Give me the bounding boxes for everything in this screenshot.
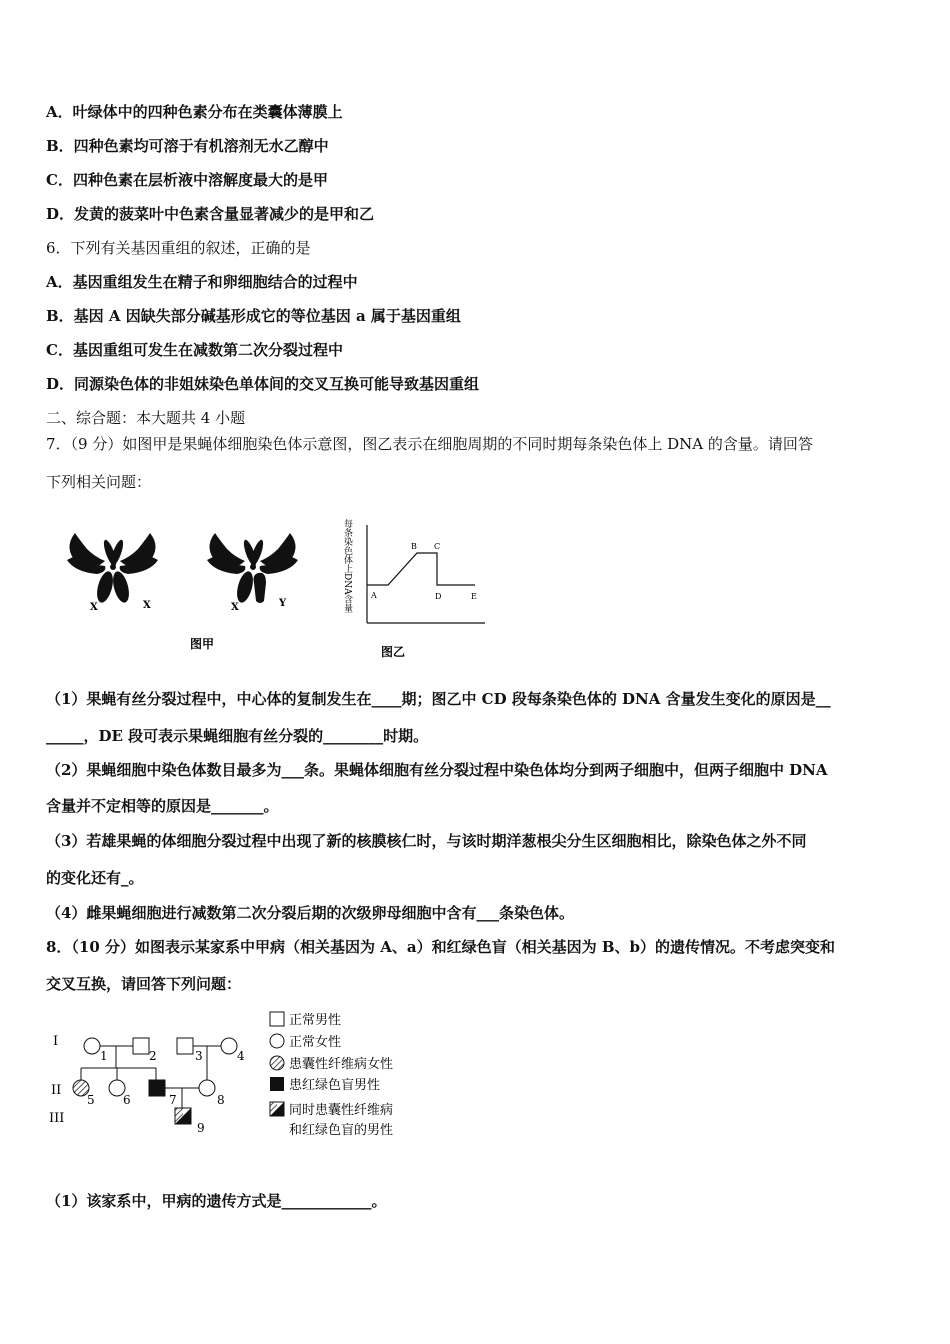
q8-stem-line1: 8．（10 分）如图表示某家系中甲病（相关基因为 A、a）和红绿色盲（相关基因为 B、b）的遗传情况。不考虑突变和 <box>46 938 836 956</box>
id-label: 3 <box>195 1049 203 1063</box>
legend-item: 正常女性 <box>289 1035 342 1050</box>
id-label: 2 <box>149 1049 157 1063</box>
legend-item: 同时患囊性纤维病 <box>289 1103 394 1118</box>
q7-sub1-line1: （1）果蝇有丝分裂过程中，中心体的复制发生在____期；图乙中 CD 段每条染色体的 DNA 含量发生变化的原因是__ <box>46 690 831 708</box>
point-label: E <box>471 592 477 601</box>
individual-3 <box>177 1038 193 1054</box>
individual-8 <box>199 1080 215 1096</box>
q7-sub3-line2: 的变化还有_。 <box>46 869 144 887</box>
q8-sub1: （1）该家系中，甲病的遗传方式是____________。 <box>46 1192 387 1210</box>
q7-sub2-line1: （2）果蝇细胞中染色体数目最多为___条。果蝇体细胞有丝分裂过程中染色体均分到两子细胞中，但两子细胞中 DNA <box>46 761 828 779</box>
legend-item: 正常男性 <box>289 1013 342 1028</box>
q7-sub1-line2: _____，DE 段可表示果蝇细胞有丝分裂的________时期。 <box>46 727 429 745</box>
id-label: 7 <box>169 1093 177 1107</box>
legend-affected-female-icon <box>270 1056 284 1070</box>
x-chromosome <box>110 570 132 605</box>
individual-9-hatch <box>175 1108 183 1124</box>
q7-sub4: （4）雌果蝇细胞进行减数第二次分裂后期的次级卵母细胞中含有___条染色体。 <box>46 904 574 922</box>
chromosome-iv <box>110 564 116 570</box>
y-chromosome <box>254 573 267 603</box>
q5-option-a: A．叶绿体中的四种色素分布在类囊体薄膜上 <box>46 103 343 121</box>
id-label: 5 <box>87 1093 95 1107</box>
id-label: 9 <box>197 1121 205 1135</box>
x-chromosome <box>94 570 116 605</box>
dna-curve <box>367 553 475 585</box>
q5-option-d: D．发黄的菠菜叶中色素含量显著减少的是甲和乙 <box>46 205 375 223</box>
individual-7 <box>149 1080 165 1096</box>
point-label: A <box>371 591 377 600</box>
legend-item: 患囊性纤维病女性 <box>289 1057 394 1072</box>
q6-option-a: A．基因重组发生在精子和卵细胞结合的过程中 <box>46 273 358 291</box>
q5-option-b: B．四种色素均可溶于有机溶剂无水乙醇中 <box>46 137 329 155</box>
q6-option-c: C．基因重组可发生在减数第二次分裂过程中 <box>46 341 343 359</box>
q7-sub2-line2: 含量并不定相等的原因是_______。 <box>46 797 279 815</box>
legend-colorblind-male-icon <box>270 1077 284 1091</box>
id-label: 4 <box>237 1049 245 1063</box>
chromosome-cell-right <box>207 533 298 604</box>
sex-label: X <box>90 602 98 613</box>
generation-label: III <box>49 1111 65 1126</box>
sex-label: X <box>143 600 151 611</box>
dna-content-graph <box>342 518 485 659</box>
chromosome-cell-left <box>67 533 158 604</box>
id-label: 8 <box>217 1093 225 1107</box>
id-label: 6 <box>123 1093 131 1107</box>
legend-normal-female-icon <box>270 1034 284 1048</box>
q7-stem-line2: 下列相关问题： <box>46 473 152 491</box>
individual-4 <box>221 1038 237 1054</box>
pedigree-figure <box>45 1008 445 1143</box>
q8-stem-line2: 交叉互换，请回答下列问题： <box>46 975 242 993</box>
generation-label: II <box>51 1083 62 1098</box>
legend-item: 患红绿色盲男性 <box>289 1078 381 1093</box>
figure-yi-caption: 图乙 <box>381 645 406 659</box>
legend-normal-male-icon <box>270 1012 284 1026</box>
q7-stem-line1: 7．（9 分）如图甲是果蝇体细胞染色体示意图，图乙表示在细胞周期的不同时期每条染色体上 DNA 的含量。请回答 <box>46 435 813 453</box>
point-label: D <box>435 592 442 601</box>
q6-stem: 6．下列有关基因重组的叙述，正确的是 <box>46 239 311 257</box>
sex-label: X <box>231 602 239 613</box>
id-label: 1 <box>100 1049 108 1063</box>
point-label: B <box>411 542 417 551</box>
y-axis-label: 每条染色体上DNA含量 <box>342 519 352 613</box>
chromosome-iv <box>250 564 256 570</box>
x-chromosome <box>234 570 256 605</box>
q5-option-c: C．四种色素在层析液中溶解度最大的是甲 <box>46 171 328 189</box>
legend-both-hatch <box>270 1102 277 1116</box>
figure-jia-caption: 图甲 <box>190 637 215 651</box>
legend-item: 和红绿色盲的男性 <box>289 1123 394 1138</box>
q6-option-d: D．同源染色体的非姐妹染色单体间的交叉互换可能导致基因重组 <box>46 375 480 393</box>
section-heading: 二、综合题：本大题共 4 小题 <box>46 409 246 427</box>
individual-2 <box>133 1038 149 1054</box>
pedigree-legend <box>270 1012 393 1138</box>
generation-label: I <box>53 1034 59 1049</box>
point-label: C <box>434 542 441 551</box>
q6-option-b: B．基因 A 因缺失部分碱基形成它的等位基因 a 属于基因重组 <box>46 307 461 325</box>
q7-sub3-line1: （3）若雄果蝇的体细胞分裂过程中出现了新的核膜核仁时，与该时期洋葱根尖分生区细胞相比，除染色体之外不同 <box>46 832 807 850</box>
individual-1 <box>84 1038 100 1054</box>
sex-label: Y <box>279 598 287 609</box>
q7-figure <box>55 515 495 665</box>
